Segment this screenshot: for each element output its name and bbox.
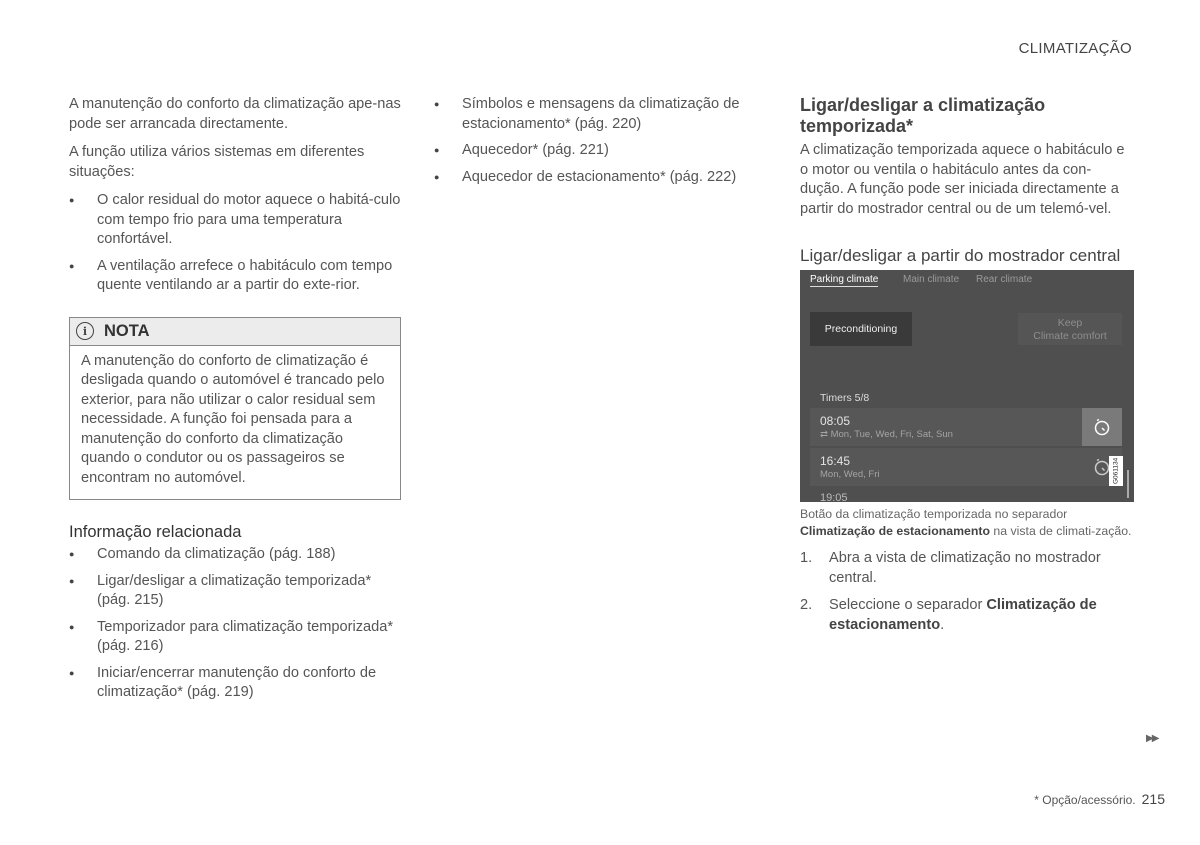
repeat-icon: ⇄ [820,429,831,440]
step-text-end: . [940,616,945,633]
preconditioning-button[interactable]: Preconditioning [810,312,912,346]
timer-clock-icon [1093,418,1111,436]
tab-main-climate[interactable]: Main climate [903,274,960,285]
step-item [800,549,1135,588]
note-text: A manutenção do conforto de climatização é desligada quando o automóvel é trancado pelo exterior, para não utilizar o calor residual sem necessidade. A função foi pensada para a manutenção do conforto da climatização quando o condutor ou os passageiros se encontram no automóvel. [81,352,385,486]
timer-time: 08:05 [820,414,851,428]
related-link[interactable]: ● Ligar/desligar a climatização temporizada* (pág. 215) [69,572,401,611]
timer-days-text: Mon, Tue, Wed, Fri, Sat, Sun [830,429,953,440]
related-link[interactable]: ● Símbolos e mensagens da climatização de estacionamento* (pág. 220) [434,95,752,134]
related-link[interactable]: ● Aquecedor de estacionamento* (pág. 222) [434,168,752,188]
list-item: ● A ventilação arrefece o habitáculo com tempo quente ventilando ar a partir do exte-rior. [69,257,401,296]
caption-bold: Climatização de estacionamento [800,523,990,538]
column-right [800,95,1135,643]
note-header [70,318,400,346]
timer-row[interactable] [810,408,1122,446]
step-number: 2. [800,597,813,613]
keep-label: Keep [1057,317,1083,329]
timer-partial: 19:05 [820,492,848,502]
step-item [800,596,1135,635]
figure-caption [800,506,1135,539]
page-number: 215 [1141,791,1165,807]
timer-days [820,429,953,440]
climate-tabs [800,270,1134,292]
tab-parking-climate[interactable]: Parking climate [810,274,879,285]
step-bold: Climatização de estacionamento [829,597,1097,633]
section-heading: Ligar/desligar a climatização temporizada* [800,95,1046,136]
related-link[interactable]: ● Aquecedor* (pág. 221) [434,141,752,161]
timer-row[interactable] [810,448,1122,486]
related-link[interactable]: ● Comando da climatização (pág. 188) [69,545,401,565]
continue-arrows-icon: ▶▶ [1146,733,1158,744]
column-left [69,95,401,710]
related-list-continued [434,95,752,187]
subsection-heading: Ligar/desligar a partir do mostrador central [800,246,1121,265]
column-middle [434,95,752,194]
scrollbar[interactable] [1127,470,1129,498]
timer-toggle-button[interactable] [1082,408,1122,446]
step-text: Seleccione o separador [829,597,987,613]
page-footer [1034,791,1165,807]
step-text: Abra a vista de climatização no mostrador central. [829,550,1101,586]
related-info-title: Informação relacionada [69,523,242,541]
timer-time: 16:45 [820,454,851,468]
image-code: G061134 [1109,456,1123,486]
center-display-screenshot [800,270,1134,502]
note-title: NOTA [104,321,150,340]
climate-comfort-label: Climate comfort [1033,330,1107,342]
list-item: ● O calor residual do motor aquece o habitá-culo com tempo frio para uma temperatura confortável. [69,191,401,250]
step-number: 1. [800,550,813,566]
section-header: CLIMATIZAÇÃO [1018,40,1132,57]
timer-days: Mon, Wed, Fri [820,469,880,480]
related-list [69,545,401,703]
bullet-list-situations [69,191,401,296]
keep-climate-comfort-button[interactable] [1018,313,1122,345]
paragraph-systems: A função utiliza vários sistemas em diferentes situações: [69,144,365,180]
footnote: * Opção/acessório. [1034,793,1136,807]
paragraph-intro: A manutenção do conforto da climatização ape-nas pode ser arrancada directamente. [69,96,401,132]
caption-text-end: na vista de climati-zação. [989,523,1132,538]
timers-label: Timers 5/8 [820,392,870,404]
paragraph-description: A climatização temporizada aquece o habitáculo e o motor ou ventila o habitáculo antes da con-dução. A função pode ser iniciada directamente a partir do mostrador central ou de um telemó-vel. [800,142,1125,217]
info-icon: i [76,322,94,340]
related-link[interactable]: ● Iniciar/encerrar manutenção do conforto de climatização* (pág. 219) [69,664,401,703]
tab-rear-climate[interactable]: Rear climate [976,274,1033,285]
steps-list [800,549,1135,635]
note-box [69,317,401,501]
related-link[interactable]: ● Temporizador para climatização temporizada* (pág. 216) [69,618,401,657]
caption-text: Botão da climatização temporizada no separador [800,507,1068,521]
